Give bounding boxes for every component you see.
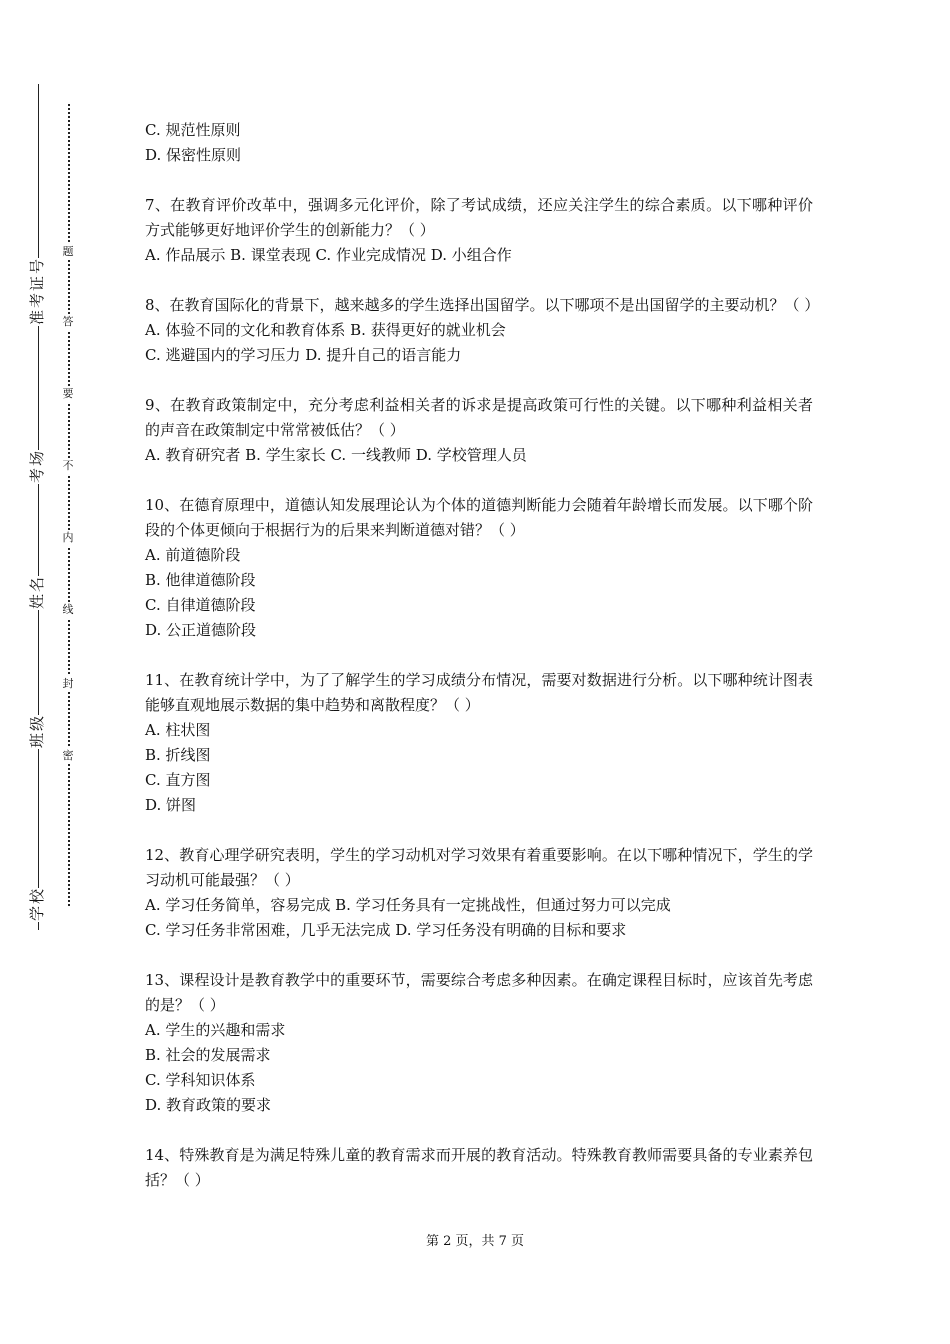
- question-stem: 11、在教育统计学中，为了了解学生的学习成绩分布情况，需要对数据进行分析。以下哪种统计图表能够直观地展示数据的集中趋势和离散程度？（ ）: [145, 671, 813, 714]
- option-line[interactable]: D. 公正道德阶段: [145, 621, 257, 639]
- option-line: C. 规范性原则: [145, 121, 241, 139]
- option-line[interactable]: C. 直方图: [145, 771, 211, 789]
- question-list: [145, 193, 820, 1193]
- side-label-char: 校: [28, 888, 47, 905]
- option-line[interactable]: B. 折线图: [145, 746, 211, 764]
- option-line[interactable]: A. 柱状图: [145, 721, 211, 739]
- question-stem: 14、特殊教育是为满足特殊儿童的教育需求而开展的教育活动。特殊教育教师需要具备的专业素养包括？（ ）: [145, 1146, 813, 1189]
- option-line[interactable]: A. 学生的兴趣和需求: [145, 1021, 286, 1039]
- option-line[interactable]: B. 他律道德阶段: [145, 571, 256, 589]
- name-label: [22, 576, 54, 610]
- seal-char: 不: [60, 458, 76, 474]
- question-block: [145, 968, 813, 1118]
- school-label: [22, 888, 54, 922]
- option-line[interactable]: D. 教育政策的要求: [145, 1096, 272, 1114]
- option-line[interactable]: D. 饼图: [145, 796, 197, 814]
- binding-solid-line: [38, 84, 39, 930]
- exam-content: [145, 118, 820, 1193]
- question-block: [145, 1143, 813, 1193]
- side-label-char: 场: [28, 450, 47, 467]
- option-line[interactable]: A. 教育研究者 B. 学生家长 C. 一线教师 D. 学校管理人员: [145, 446, 527, 464]
- question-stem: 13、课程设计是教育教学中的重要环节，需要综合考虑多种因素。在确定课程目标时，应该首先考虑的是？（ ）: [145, 971, 813, 1014]
- exam-id-label: [22, 258, 54, 326]
- seal-char: 答: [60, 314, 76, 330]
- option-line[interactable]: A. 作品展示 B. 课堂表现 C. 作业完成情况 D. 小组合作: [145, 246, 512, 264]
- question-stem: 8、在教育国际化的背景下，越来越多的学生选择出国留学。以下哪项不是出国留学的主要动机？（ ）: [145, 296, 820, 314]
- seal-char: 题: [60, 244, 76, 260]
- seal-dotted-line: [68, 104, 70, 906]
- question-stem: 10、在德育原理中，道德认知发展理论认为个体的道德判断能力会随着年龄增长而发展。以下哪个阶段的个体更倾向于根据行为的后果来判断道德对错？（ ）: [145, 496, 813, 539]
- side-label-char: 考: [28, 292, 47, 309]
- side-label-char: 姓: [28, 593, 47, 610]
- question-block: [145, 493, 813, 643]
- seal-char: 线: [60, 602, 76, 618]
- question-stem: 12、教育心理学研究表明，学生的学习动机对学习效果有着重要影响。在以下哪种情况下，学生的学习动机可能最强？（ ）: [145, 846, 813, 889]
- page-footer: 第 2 页，共 7 页: [425, 1234, 525, 1249]
- question-block: [145, 393, 813, 468]
- option-line[interactable]: C. 逃避国内的学习压力 D. 提升自己的语言能力: [145, 346, 462, 364]
- question-stem: 9、在教育政策制定中，充分考虑利益相关者的诉求是提高政策可行性的关键。以下哪种利益相关者的声音在政策制定中常常被低估？（ ）: [145, 396, 813, 439]
- class-label: [22, 715, 54, 749]
- side-label-char: 名: [28, 576, 47, 593]
- side-label-char: 证: [28, 275, 47, 292]
- side-label-char: 考: [28, 467, 47, 484]
- option-line[interactable]: C. 学习任务非常困难，几乎无法完成 D. 学习任务没有明确的目标和要求: [145, 921, 627, 939]
- option-line[interactable]: B. 社会的发展需求: [145, 1046, 271, 1064]
- side-label-char: 班: [28, 732, 47, 749]
- option-line[interactable]: A. 体验不同的文化和教育体系 B. 获得更好的就业机会: [145, 321, 506, 339]
- question-block: [145, 193, 813, 268]
- side-label-char: 号: [28, 258, 47, 275]
- continued-options: [145, 118, 813, 168]
- side-label-char: 学: [28, 905, 47, 922]
- option-line[interactable]: C. 学科知识体系: [145, 1071, 256, 1089]
- option-line[interactable]: C. 自律道德阶段: [145, 596, 256, 614]
- question-stem: 7、在教育评价改革中，强调多元化评价，除了考试成绩，还应关注学生的综合素质。以下哪种评价方式能够更好地评价学生的创新能力？（ ）: [145, 196, 813, 239]
- question-block: [145, 293, 820, 368]
- binding-margin: [0, 0, 100, 1344]
- exam-room-label: [22, 450, 54, 484]
- side-label-char: 级: [28, 715, 47, 732]
- option-line: D. 保密性原则: [145, 146, 242, 164]
- side-label-char: 准: [28, 309, 47, 326]
- seal-char: 内: [60, 530, 76, 546]
- seal-char: 封: [60, 676, 76, 692]
- seal-char: 密: [60, 748, 76, 764]
- option-line[interactable]: A. 学习任务简单，容易完成 B. 学习任务具有一定挑战性，但通过努力可以完成: [145, 896, 671, 914]
- option-line[interactable]: A. 前道德阶段: [145, 546, 241, 564]
- question-block: [145, 843, 813, 943]
- question-block: [145, 668, 813, 818]
- seal-char: 要: [60, 386, 76, 402]
